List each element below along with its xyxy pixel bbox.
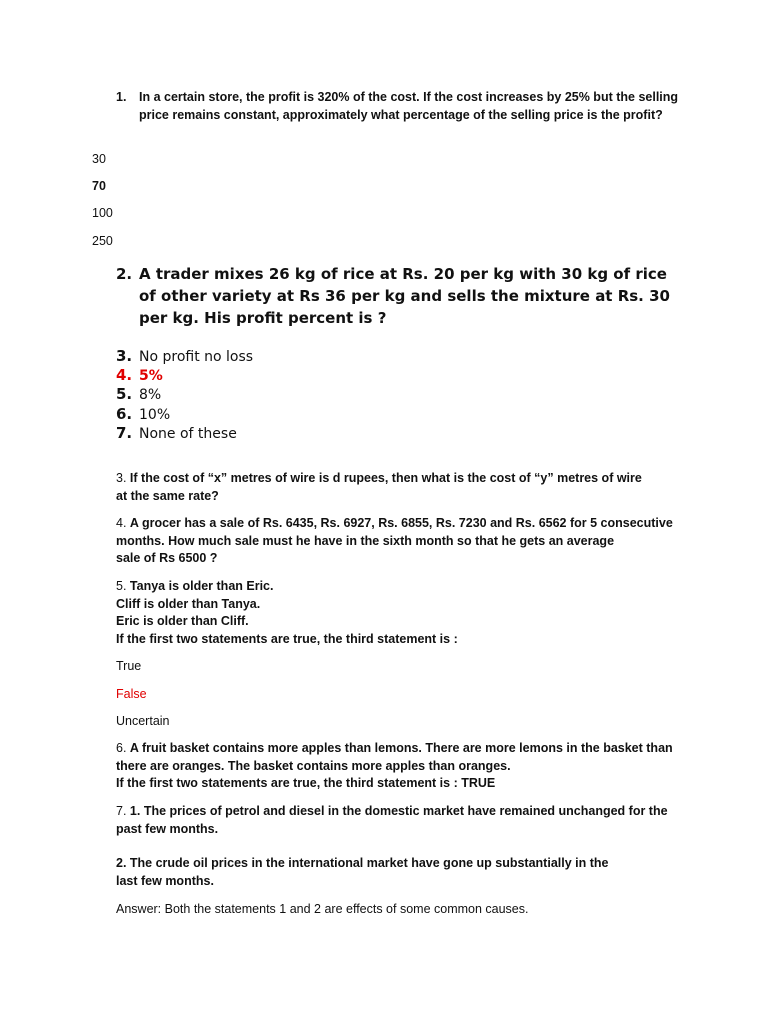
- question-3-line-2: [116, 488, 686, 506]
- question-5-line-2: [116, 596, 686, 614]
- question-1: [116, 88, 686, 124]
- q5-option-3: Uncertain: [116, 714, 170, 728]
- question-7-answer: Answer: Both the statements 1 and 2 are effects of some common causes.: [116, 902, 529, 916]
- question-7-statement-2-cont: last few months.: [116, 873, 214, 888]
- question-6: [116, 740, 686, 793]
- question-2: [116, 263, 686, 329]
- question-7-line-4: [116, 873, 686, 891]
- question-6-line-2: [116, 758, 686, 776]
- question-6-number: 6.: [116, 741, 127, 755]
- q2-option-4: [116, 405, 170, 425]
- question-4-text-cont: months. How much sale must he have in the sixth month so that he gets an average: [116, 533, 615, 548]
- question-3-number: 3.: [116, 471, 127, 485]
- question-5-statement-2: Cliff is older than Tanya.: [116, 596, 261, 611]
- question-6-text-cont: there are oranges. The basket contains more apples than oranges.: [116, 758, 511, 773]
- q5-option-1: True: [116, 659, 142, 673]
- question-7-line-2: [116, 821, 686, 839]
- q1-option-4: 250: [92, 234, 113, 248]
- q2-option-label: 5%: [139, 368, 163, 384]
- question-7-line-1: [116, 803, 686, 821]
- question-4: [116, 515, 686, 568]
- question-3-text: If the cost of “x” metres of wire is d rupees, then what is the cost of “y” metres of wire: [129, 471, 642, 485]
- q2-option-number: 7.: [116, 424, 133, 442]
- q2-option-label: 8%: [139, 387, 162, 403]
- q2-option-label: 10%: [139, 407, 171, 423]
- question-7-statement-1-text: 1. The prices of petrol and diesel in the domestic market have remained unchanged for the: [129, 804, 668, 818]
- question-5-line-4: [116, 631, 686, 649]
- q2-option-number: 4.: [116, 366, 133, 384]
- q2-option-3: [116, 385, 161, 405]
- question-5-number: 5.: [116, 579, 127, 593]
- q2-option-number: 5.: [116, 385, 133, 403]
- question-4-text-end: sale of Rs 6500 ?: [116, 551, 218, 565]
- q2-option-label: None of these: [139, 426, 237, 442]
- question-5: [116, 578, 686, 648]
- q1-option-1: 30: [92, 152, 106, 166]
- question-5-line-3: [116, 613, 686, 631]
- q2-option-1: [116, 347, 253, 367]
- question-7-line-3: [116, 855, 686, 873]
- q2-option-2: [116, 366, 163, 386]
- q2-option-label: No profit no loss: [139, 349, 254, 365]
- question-5-statement-3: Eric is older than Cliff.: [116, 614, 249, 628]
- question-5-statement-1: Tanya is older than Eric.: [129, 579, 274, 593]
- question-7-statement-2-text: 2. The crude oil prices in the international market have gone up substantially in the: [116, 856, 609, 870]
- question-7-statement-1-cont: past few months.: [116, 821, 219, 836]
- question-2-number: 2.: [116, 265, 133, 283]
- question-6-line-1: [116, 740, 686, 758]
- question-7-statement-2: [116, 855, 686, 890]
- question-3-text-cont: at the same rate?: [116, 488, 219, 503]
- q2-option-5: [116, 424, 237, 444]
- q1-option-2: 70: [92, 179, 106, 193]
- q1-option-3: 100: [92, 206, 113, 220]
- question-5-prompt: If the first two statements are true, the third statement is :: [116, 631, 458, 646]
- question-6-line-3: [116, 775, 686, 793]
- q5-option-2: False: [116, 687, 147, 701]
- q2-option-number: 6.: [116, 405, 133, 423]
- question-1-text: In a certain store, the profit is 320% of the cost. If the cost increases by 25% but the selling price remains constant, approximately what percentage of the selling price is the profit?: [139, 90, 679, 122]
- question-4-number: 4.: [116, 516, 127, 530]
- question-4-line-1: [116, 515, 686, 533]
- question-3: [116, 470, 686, 505]
- question-4-line-2: [116, 533, 686, 551]
- question-7-number: 7.: [116, 804, 127, 818]
- question-3-line-1: [116, 470, 686, 488]
- question-7-statement-1: [116, 803, 686, 838]
- question-5-line-1: [116, 578, 686, 596]
- q2-option-number: 3.: [116, 347, 133, 365]
- question-6-prompt: If the first two statements are true, the third statement is : TRUE: [116, 776, 496, 790]
- question-6-text: A fruit basket contains more apples than lemons. There are more lemons in the basket than: [129, 741, 673, 755]
- question-4-line-3: [116, 550, 686, 568]
- question-2-text: A trader mixes 26 kg of rice at Rs. 20 per kg with 30 kg of rice of other variety at Rs 36 per kg and sells the mixture at Rs. 30 per kg. His profit percent is ?: [139, 265, 670, 327]
- question-1-number: 1.: [116, 90, 127, 104]
- question-4-text: A grocer has a sale of Rs. 6435, Rs. 6927, Rs. 6855, Rs. 7230 and Rs. 6562 for 5 consecutive: [129, 516, 673, 530]
